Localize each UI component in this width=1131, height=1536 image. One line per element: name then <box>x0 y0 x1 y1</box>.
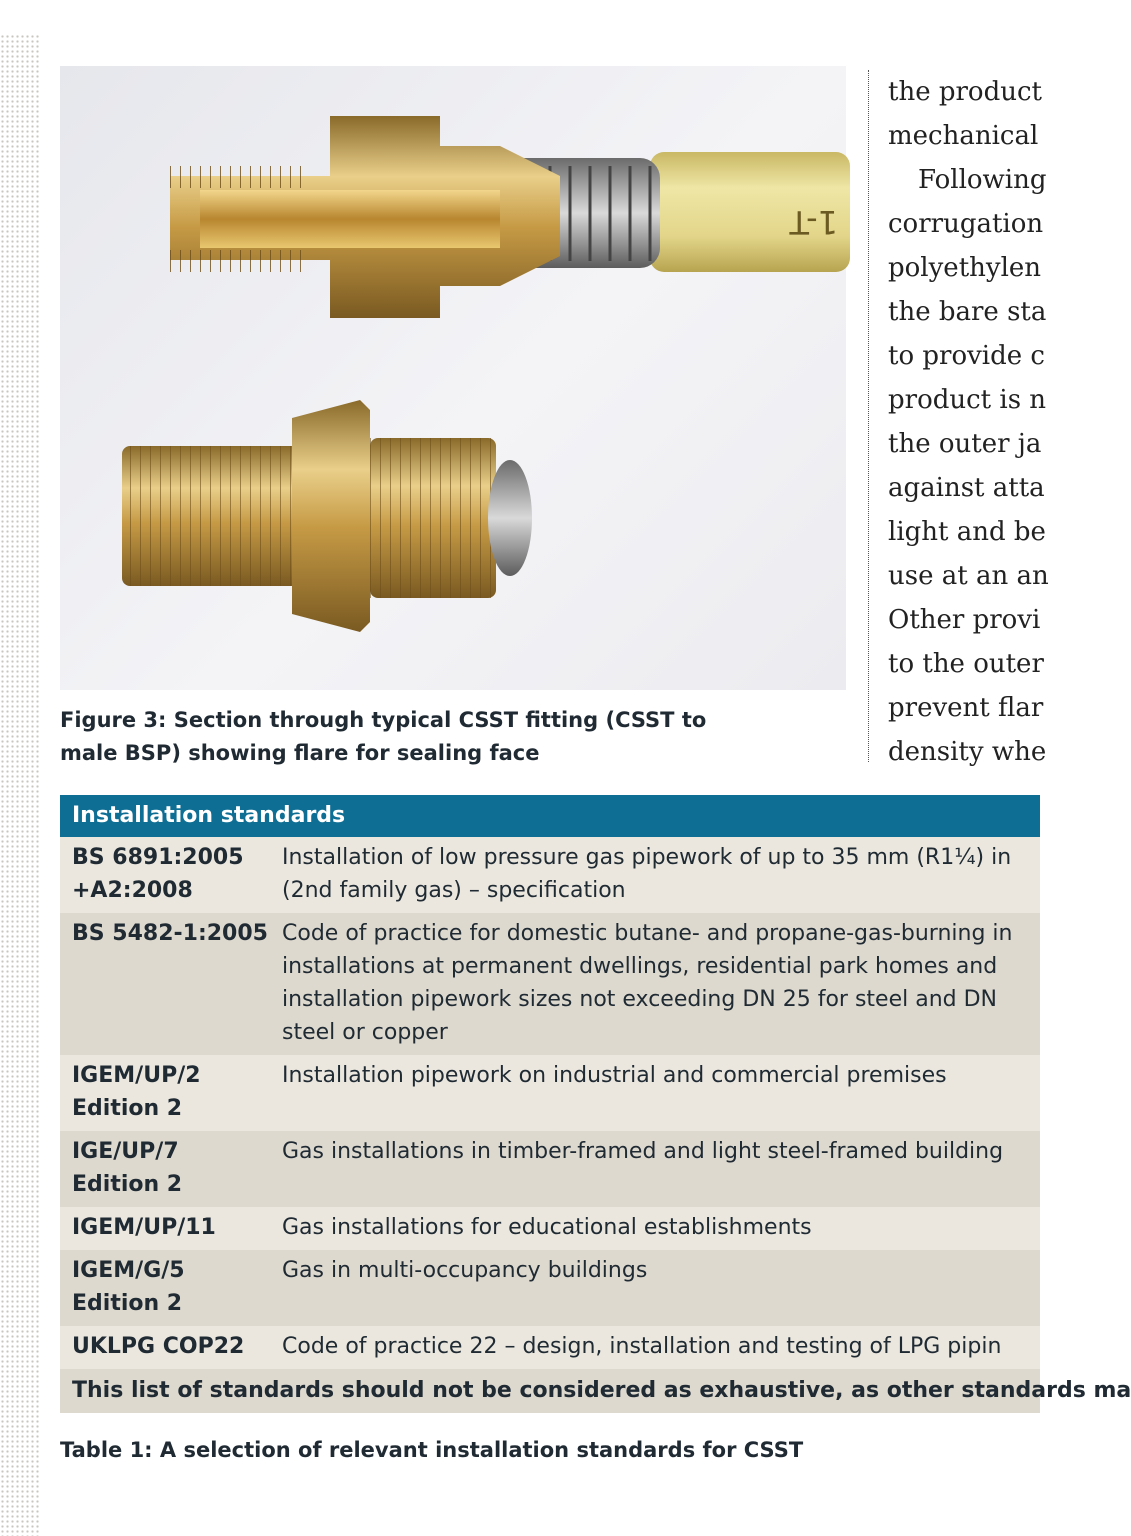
standard-description <box>282 1254 1040 1320</box>
standards-table <box>60 795 1131 1413</box>
hose-marking: 1-T <box>789 203 838 241</box>
standard-description <box>282 1211 1040 1244</box>
table-heading: Installation standards <box>60 795 1040 837</box>
standard-code <box>60 1059 282 1125</box>
standard-description <box>282 1059 1040 1125</box>
body-text-line: to provide c <box>888 341 1045 371</box>
body-text-line: density whe <box>888 737 1047 767</box>
standard-description-line: installation pipework sizes not exceeding DN 25 for steel and DN <box>282 987 997 1012</box>
standard-code-line: Edition 2 <box>72 1172 183 1197</box>
standard-description-line: Gas installations for educational establishments <box>282 1215 812 1240</box>
table-row <box>60 1250 1040 1326</box>
male-thread-bottom <box>170 250 310 272</box>
csst-fitting-photo <box>60 66 846 690</box>
standard-description-line: steel or copper <box>282 1020 448 1045</box>
standard-description <box>282 1330 1040 1363</box>
table-row <box>60 1326 1040 1369</box>
standard-description-line: Gas installations in timber-framed and light steel-framed building <box>282 1139 1004 1164</box>
body-text-line: prevent flar <box>888 693 1044 723</box>
body-text-line: polyethylen <box>888 253 1042 283</box>
fitting-bore <box>200 190 500 248</box>
standard-code <box>60 1330 282 1363</box>
figure-caption-line: Figure 3: Section through typical CSST fitting (CSST to <box>60 708 707 732</box>
body-text-line: use at an an <box>888 561 1049 591</box>
figure-caption <box>60 704 760 770</box>
body-text-line: mechanical <box>888 121 1039 151</box>
table-row <box>60 913 1040 1055</box>
standard-code <box>60 1211 282 1244</box>
body-text-line: Other provi <box>888 605 1041 635</box>
standard-description <box>282 1135 1040 1201</box>
table-caption: Table 1: A selection of relevant installation standards for CSST <box>60 1438 804 1462</box>
standard-description-line: installations at permanent dwellings, residential park homes and <box>282 954 998 979</box>
table-row <box>60 837 1040 913</box>
standard-code <box>60 917 282 1049</box>
figure-caption-line: male BSP) showing flare for sealing face <box>60 741 540 765</box>
body-text-column <box>888 70 1068 774</box>
standard-code-line: IGEM/UP/2 <box>72 1063 201 1088</box>
standard-code-line: BS 6891:2005 <box>72 845 244 870</box>
body-text-line: light and be <box>888 517 1046 547</box>
lower-hex-nut <box>292 400 370 632</box>
standard-description <box>282 917 1040 1049</box>
body-text-line: the product <box>888 77 1042 107</box>
table-footnote: This list of standards should not be considered as exhaustive, as other standards ma <box>60 1369 1040 1413</box>
standard-code-line: Edition 2 <box>72 1291 183 1316</box>
standard-code-line: IGEM/UP/11 <box>72 1215 216 1240</box>
standard-description-line: Installation of low pressure gas pipework of up to 35 mm (R1¼) in <box>282 845 1012 870</box>
standard-description-line: Code of practice 22 – design, installation and testing of LPG pipin <box>282 1334 1002 1359</box>
standard-description <box>282 841 1040 907</box>
standard-code-line: BS 5482-1:2005 <box>72 921 268 946</box>
standard-description-line: Gas in multi-occupancy buildings <box>282 1258 648 1283</box>
body-text-line: product is n <box>888 385 1047 415</box>
standard-code-line: IGEM/G/5 <box>72 1258 185 1283</box>
standard-description-line: Code of practice for domestic butane- and propane-gas-burning in <box>282 921 1013 946</box>
body-text-line: to the outer <box>888 649 1044 679</box>
body-text-line: corrugation <box>888 209 1044 239</box>
standard-code <box>60 841 282 907</box>
standard-code <box>60 1135 282 1201</box>
body-text-line: the outer ja <box>888 429 1042 459</box>
body-text-line: Following <box>918 165 1047 195</box>
body-text-line: the bare sta <box>888 297 1047 327</box>
standard-description-line: Installation pipework on industrial and commercial premises <box>282 1063 947 1088</box>
standard-code <box>60 1254 282 1320</box>
male-thread-top <box>170 166 310 188</box>
standard-code-line: UKLPG COP22 <box>72 1334 245 1359</box>
dotted-margin-pattern <box>0 34 40 1536</box>
sealing-face <box>488 460 532 576</box>
standard-code-line: Edition 2 <box>72 1096 183 1121</box>
table-row <box>60 1055 1040 1131</box>
table-row <box>60 1207 1040 1250</box>
standard-code-line: IGE/UP/7 <box>72 1139 179 1164</box>
standard-code-line: +A2:2008 <box>72 878 193 903</box>
column-divider <box>868 70 869 762</box>
standard-description-line: (2nd family gas) – specification <box>282 878 626 903</box>
table-row <box>60 1131 1040 1207</box>
body-text-line: against atta <box>888 473 1045 503</box>
